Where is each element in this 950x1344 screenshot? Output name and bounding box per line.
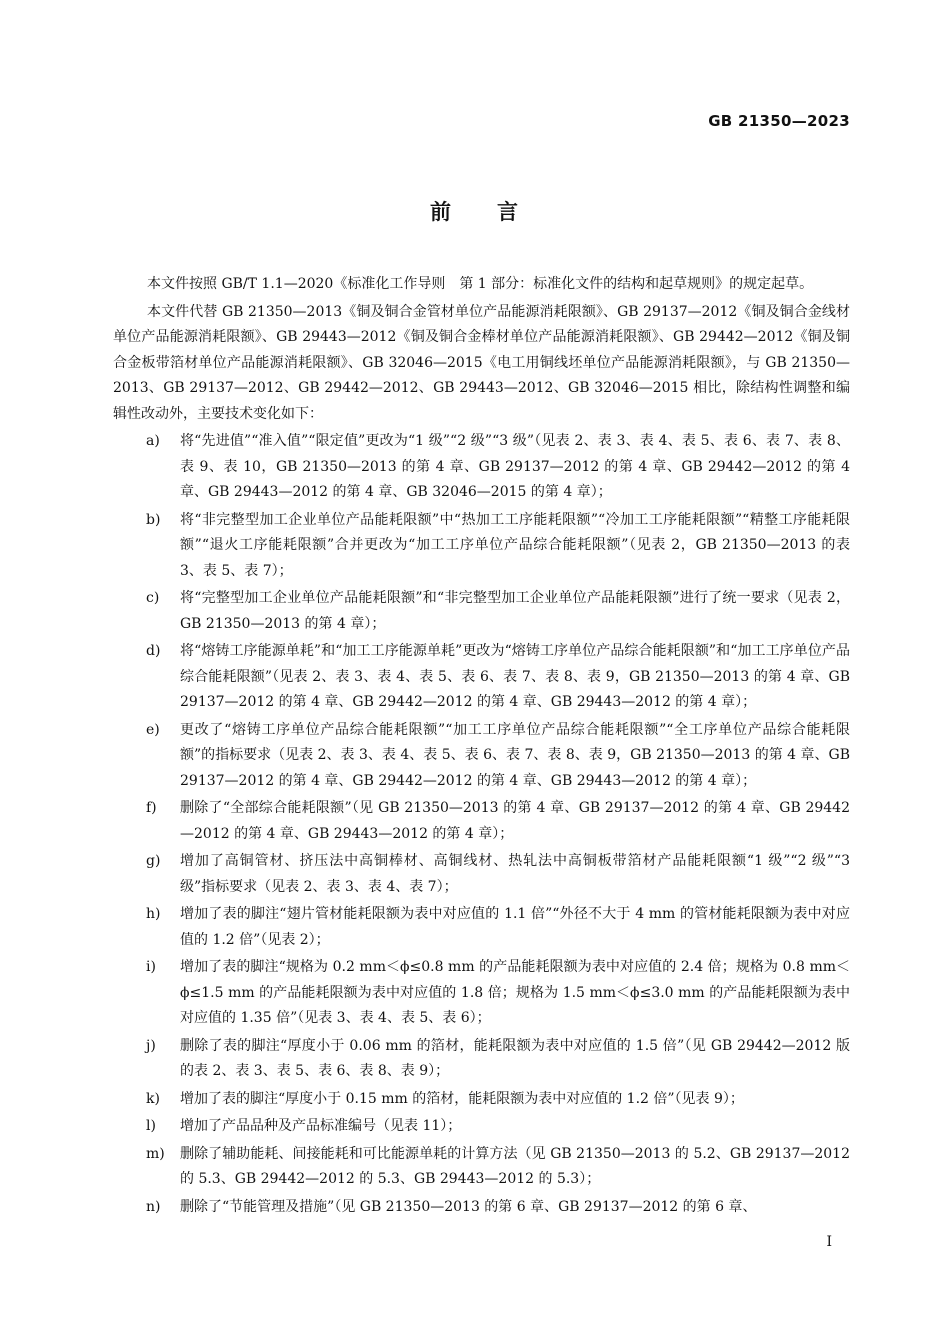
change-item-text: 增加了高铜管材、挤压法中高铜棒材、高铜线材、热轧法中高铜板带箔材产品能耗限额“1 级”“2 级”“3 级”指标要求（见表 2、表 3、表 4、表 7）；	[180, 853, 850, 895]
page-number: I	[826, 1234, 832, 1250]
change-item	[113, 586, 850, 637]
change-item	[113, 796, 850, 847]
change-item	[113, 508, 850, 585]
change-item-label: h)	[146, 906, 161, 922]
change-item-text: 删除了表的脚注“厚度小于 0.06 mm 的箔材，能耗限额为表中对应值的 1.5 倍”（见 GB 29442—2012 版的表 2、表 3、表 5、表 6、表 8、表 9）；	[180, 1037, 850, 1079]
change-item	[113, 639, 850, 716]
change-item-label: m)	[146, 1145, 165, 1162]
change-item-text: 增加了表的脚注“翅片管材能耗限额为表中对应值的 1.1 倍”“外径不大于 4 mm 的管材能耗限额为表中对应值的 1.2 倍”（见表 2）；	[180, 906, 850, 948]
change-item	[113, 429, 850, 506]
change-item-label: i)	[146, 959, 156, 975]
change-item-text: 将“完整型加工企业单位产品能耗限额”和“非完整型加工企业单位产品能耗限额”进行了统一要求（见表 2，GB 21350—2013 的第 4 章）；	[180, 590, 850, 632]
change-item	[113, 718, 850, 795]
change-item-text: 更改了“熔铸工序单位产品综合能耗限额”“加工工序单位产品综合能耗限额”“全工序单位产品综合能耗限额”的指标要求（见表 2、表 3、表 4、表 5、表 6、表 7、表 8、表 9，GB 21350—2013 的第 4 章、GB 29137—2012 的第 4 章、GB 29442—2012 的第 4 章、GB 29443—2012 的第 4 章）；	[180, 721, 850, 789]
change-item-label: c)	[146, 590, 160, 606]
change-item-label: j)	[146, 1037, 156, 1054]
intro-paragraph: 本文件代替 GB 21350—2013《铜及铜合金管材单位产品能源消耗限额》、GB 29137—2012《铜及铜合金线材单位产品能源消耗限额》、GB 29443—2012《铜及铜合金棒材单位产品能源消耗限额》、GB 29442—2012《铜及铜合金板带箔材单位产品能源消耗限额》、GB 32046—2015《电工用铜线坯单位产品能源消耗限额》，与 GB 21350—2013、GB 29137—2012、GB 29442—2012、GB 29443—2012、GB 32046—2015 相比，除结构性调整和编辑性改动外，主要技术变化如下：	[113, 303, 850, 422]
change-item	[113, 955, 850, 1032]
change-item	[113, 1034, 850, 1085]
change-item	[113, 849, 850, 900]
change-item-label: g)	[146, 853, 161, 869]
change-item-label: a)	[146, 433, 160, 449]
change-item-label: b)	[146, 511, 161, 528]
intro-paragraph: 本文件按照 GB/T 1.1—2020《标准化工作导则 第 1 部分：标准化文件的结构和起草规则》的规定起草。	[147, 276, 814, 292]
change-item-label: k)	[146, 1090, 160, 1107]
change-item-text: 删除了“节能管理及措施”（见 GB 21350—2013 的第 6 章、GB 29137—2012 的第 6 章、	[180, 1198, 757, 1215]
change-item-label: d)	[146, 643, 161, 659]
change-item-text: 增加了表的脚注“厚度小于 0.15 mm 的箔材，能耗限额为表中对应值的 1.2 倍”（见表 9）；	[180, 1090, 744, 1107]
change-item-text: 删除了辅助能耗、间接能耗和可比能源单耗的计算方法（见 GB 21350—2013 的 5.2、GB 29137—2012 的 5.3、GB 29442—2012 的 5.3、GB 29443—2012 的 5.3）；	[180, 1145, 850, 1187]
change-item-label: e)	[146, 721, 160, 738]
standard-code: GB 21350—2023	[708, 112, 850, 130]
change-item	[113, 902, 850, 953]
page-title	[0, 196, 950, 226]
change-item	[113, 1114, 850, 1140]
change-item-label: l)	[146, 1118, 156, 1134]
title-char-2: 言	[497, 200, 520, 224]
change-item	[113, 1195, 850, 1221]
change-item	[113, 1142, 850, 1193]
change-item-text: 将“非完整型加工企业单位产品能耗限额”中“热加工工序能耗限额”“冷加工工序能耗限额”“精整工序能耗限额”“退火工序能耗限额”合并更改为“加工工序单位产品综合能耗限额”（见表 2，GB 21350—2013 的表 3、表 5、表 7）；	[180, 511, 850, 579]
change-item-label: f)	[146, 800, 157, 816]
change-item-text: 将“先进值”“准入值”“限定值”更改为“1 级”“2 级”“3 级”（见表 2、表 3、表 4、表 5、表 6、表 7、表 8、表 9、表 10，GB 21350—2013 的第 4 章、GB 29137—2012 的第 4 章、GB 29442—2012 的第 4 章、GB 29443—2012 的第 4 章、GB 32046—2015 的第 4 章）；	[180, 433, 850, 500]
foreword-body	[113, 272, 850, 1222]
change-item	[113, 1087, 850, 1113]
title-char-1: 前	[430, 200, 453, 224]
change-item-text: 增加了产品品种及产品标准编号（见表 11）；	[180, 1118, 462, 1134]
change-item-text: 删除了“全部综合能耗限额”（见 GB 21350—2013 的第 4 章、GB 29137—2012 的第 4 章、GB 29442—2012 的第 4 章、GB 29443—2012 的第 4 章）；	[180, 800, 850, 842]
change-item-text: 增加了表的脚注“规格为 0.2 mm＜ϕ≤0.8 mm 的产品能耗限额为表中对应值的 2.4 倍；规格为 0.8 mm＜ϕ≤1.5 mm 的产品能耗限额为表中对应值的 1.8 倍；规格为 1.5 mm＜ϕ≤3.0 mm 的产品能耗限额为表中对应值的 1.35 倍”（见表 3、表 4、表 5、表 6）；	[180, 959, 850, 1026]
change-item-text: 将“熔铸工序能源单耗”和“加工工序能源单耗”更改为“熔铸工序单位产品综合能耗限额”和“加工工序单位产品综合能耗限额”（见表 2、表 3、表 4、表 5、表 6、表 7、表 8、表 9，GB 21350—2013 的第 4 章、GB 29137—2012 的第 4 章、GB 29442—2012 的第 4 章、GB 29443—2012 的第 4 章）；	[180, 643, 850, 710]
change-item-label: n)	[146, 1198, 161, 1215]
